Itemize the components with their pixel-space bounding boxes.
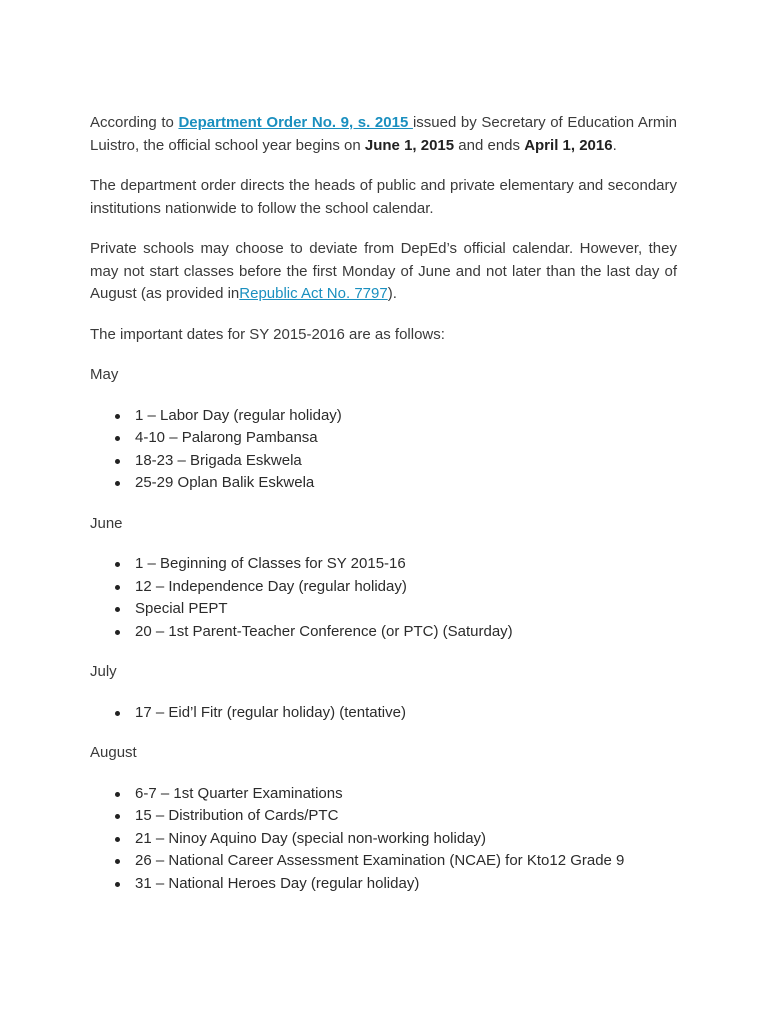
private-schools-paragraph bbox=[90, 238, 677, 306]
august-dates-list bbox=[90, 783, 677, 896]
may-dates-list bbox=[90, 405, 677, 495]
directive-paragraph: The department order directs the heads of public and private elementary and secondary institutions nationwide to follow the school calendar. bbox=[90, 177, 677, 217]
end-date: April 1, 2016 bbox=[524, 136, 613, 154]
july-dates-list bbox=[90, 702, 677, 725]
list-item: 12 – Independence Day (regular holiday) bbox=[135, 576, 677, 599]
department-order-link[interactable]: Department Order No. 9, s. 2015 bbox=[178, 114, 413, 131]
list-item: 26 – National Career Assessment Examination (NCAE) for Kto12 Grade 9 bbox=[135, 850, 677, 873]
month-heading-august: August bbox=[90, 744, 137, 761]
private-schools-text: Private schools may choose to deviate from DepEd’s official calendar. However, they may not start classes before the first Monday of June and not later than the last day of August (as provided in bbox=[90, 240, 677, 302]
month-heading-may: May bbox=[90, 366, 119, 383]
intro-text-mid2: and ends bbox=[454, 136, 525, 154]
list-item: 25-29 Oplan Balik Eskwela bbox=[135, 472, 677, 495]
list-item: 6-7 – 1st Quarter Examinations bbox=[135, 783, 677, 806]
month-heading-july: July bbox=[90, 663, 117, 680]
list-item: 18-23 – Brigada Eskwela bbox=[135, 450, 677, 473]
june-dates-list bbox=[90, 553, 677, 643]
start-date: June 1, 2015 bbox=[364, 136, 455, 154]
private-schools-text-post: ). bbox=[387, 285, 397, 302]
document-body bbox=[90, 112, 677, 913]
month-heading-june: June bbox=[90, 514, 123, 532]
list-item: 17 – Eid’l Fitr (regular holiday) (tentative) bbox=[135, 702, 677, 725]
list-item: 1 – Beginning of Classes for SY 2015-16 bbox=[135, 553, 677, 576]
list-item: 4-10 – Palarong Pambansa bbox=[135, 427, 677, 450]
important-dates-intro: The important dates for SY 2015-2016 are as follows: bbox=[90, 325, 445, 343]
intro-paragraph bbox=[90, 112, 677, 157]
intro-text-mid: issued by Secretary of Education Armin Luistro, the official school year begins on bbox=[90, 114, 677, 154]
list-item: Special PEPT bbox=[135, 598, 677, 621]
list-item: 1 – Labor Day (regular holiday) bbox=[135, 405, 677, 428]
intro-text-pre: According to bbox=[90, 114, 179, 131]
list-item: 15 – Distribution of Cards/PTC bbox=[135, 805, 677, 828]
list-item: 21 – Ninoy Aquino Day (special non-working holiday) bbox=[135, 828, 677, 851]
list-item: 20 – 1st Parent-Teacher Conference (or PTC) (Saturday) bbox=[135, 621, 677, 644]
intro-text-post: . bbox=[612, 136, 617, 154]
republic-act-link[interactable]: Republic Act No. 7797 bbox=[239, 285, 388, 302]
list-item: 31 – National Heroes Day (regular holiday) bbox=[135, 873, 677, 896]
